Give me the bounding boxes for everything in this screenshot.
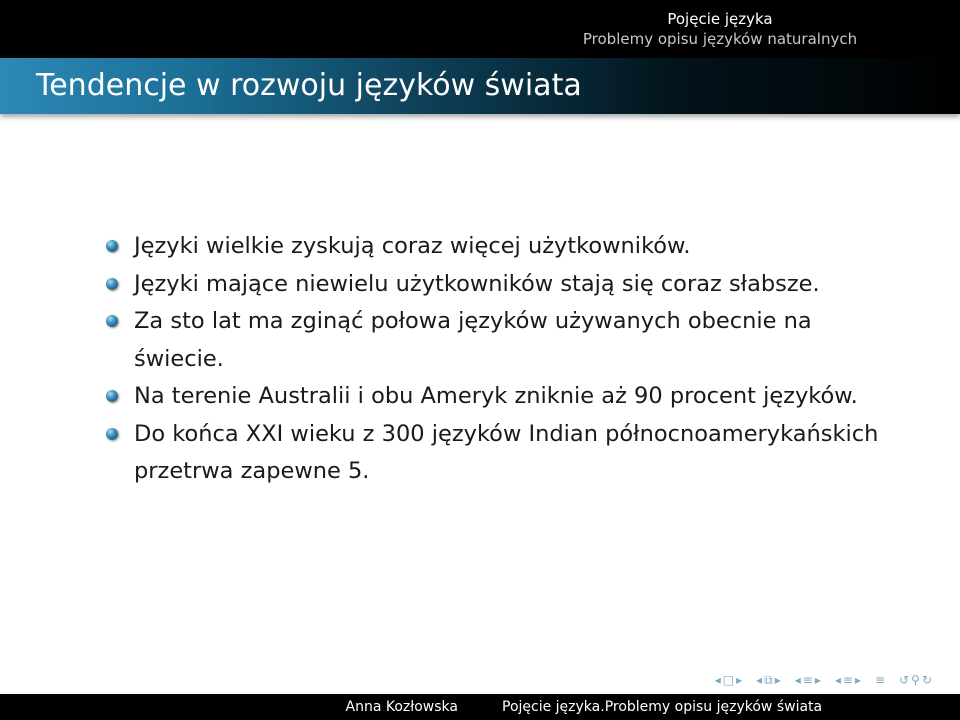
frame-title-bar [0, 58, 960, 114]
nav-prev-icon[interactable]: ◂ [834, 673, 841, 687]
bullet-item [106, 378, 886, 416]
nav-back-icon[interactable]: ↺ [899, 673, 910, 687]
bullet-item [106, 266, 886, 304]
nav-search-icon[interactable]: ⚲ [911, 673, 920, 687]
header-subsection-title[interactable]: Problemy opisu języków naturalnych [582, 30, 858, 48]
nav-section-icon[interactable]: ≡ [842, 673, 853, 687]
bullet-text: Na terenie Australii i obu Ameryk zniknie aż 90 procent języków. [134, 383, 858, 409]
nav-next-icon[interactable]: ▸ [814, 673, 821, 687]
header-section-title[interactable]: Pojęcie języka [667, 10, 773, 28]
bullet-item [106, 303, 886, 378]
nav-prev-icon[interactable]: ◂ [756, 673, 763, 687]
bullet-text: Za sto lat ma zginąć połowa języków używanych obecnie na świecie. [134, 308, 812, 372]
footer-title[interactable]: Pojęcie języka.Problemy opisu języków świata [502, 699, 823, 715]
frame-title: Tendencje w rozwoju języków świata [36, 68, 582, 103]
nav-next-icon[interactable]: ▸ [854, 673, 862, 687]
bullet-ball-icon [106, 240, 118, 252]
nav-frame-stack-icon[interactable]: ⧉ [764, 673, 773, 687]
bullet-ball-icon [106, 315, 118, 327]
bullet-text: Języki wielkie zyskują coraz więcej użytkowników. [134, 233, 691, 259]
footer-bar [0, 694, 960, 720]
nav-forward-icon[interactable]: ↻ [921, 673, 932, 687]
nav-frame-box-icon[interactable]: □ [722, 673, 735, 687]
header-left-panel [0, 0, 480, 58]
bullet-item [106, 416, 886, 491]
bullet-ball-icon [106, 428, 118, 440]
bullet-ball-icon [106, 278, 118, 290]
nav-subsection-icon[interactable]: ≡ [802, 673, 813, 687]
bullet-item [106, 228, 886, 266]
nav-align-icon[interactable]: ≡ [875, 673, 886, 687]
bullet-list [106, 228, 886, 491]
nav-prev-icon[interactable]: ◂ [714, 673, 721, 687]
slide-content [106, 228, 886, 491]
bullet-text: Języki mające niewielu użytkowników stają się coraz słabsze. [134, 270, 820, 297]
nav-prev-icon[interactable]: ◂ [794, 673, 801, 687]
header-right-panel [480, 0, 960, 58]
footer-author[interactable]: Anna Kozłowska [345, 699, 458, 715]
nav-next-icon[interactable]: ▸ [736, 673, 743, 687]
nav-next-icon[interactable]: ▸ [774, 673, 781, 687]
bullet-ball-icon [106, 390, 118, 402]
bullet-text: Do końca XXI wieku z 300 języków Indian północnoamerykańskich przetrwa zapewne 5. [134, 420, 879, 484]
header-bar [0, 0, 960, 58]
navigation-symbols [715, 670, 940, 690]
